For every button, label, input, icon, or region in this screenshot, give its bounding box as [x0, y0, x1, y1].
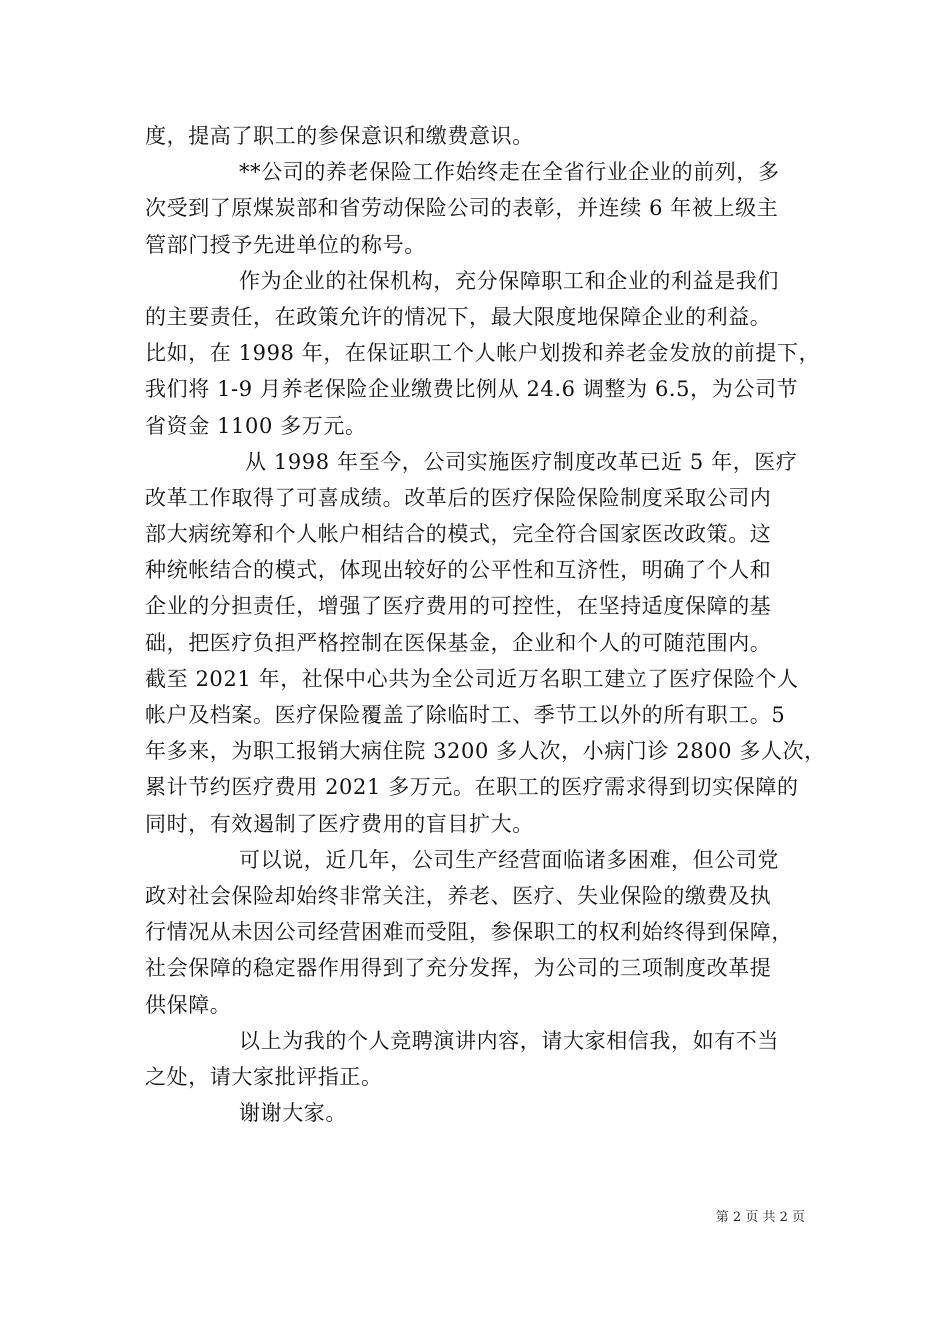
text-line: 企业的分担责任，增强了医疗费用的可控性，在坚持适度保障的基 [145, 594, 772, 619]
paragraph-start-line: 以上为我的个人竞聘演讲内容，请大家相信我，如有不当 [239, 1028, 779, 1053]
paragraph-start-line: 可以说，近几年，公司生产经营面临诸多困难，但公司党 [239, 847, 779, 872]
text-line: 的主要责任，在政策允许的情况下，最大限度地保障企业的利益。 [145, 304, 772, 329]
paragraph-start-line: 从 1998 年至今，公司实施医疗制度改革已近 5 年，医疗 [245, 449, 798, 474]
document-body [145, 118, 826, 1131]
text-line: 社会保障的稳定器作用得到了充分发挥，为公司的三项制度改革提 [145, 956, 772, 981]
page-number-footer: 第 2 页 共 2 页 [715, 1210, 805, 1225]
text-line: 种统帐结合的模式，体现出较好的公平性和互济性，明确了个人和 [145, 558, 772, 583]
text-line: 改革工作取得了可喜成绩。改革后的医疗保险保险制度采取公司内 [145, 485, 772, 510]
text-line: 之处，请大家批评指正。 [145, 1064, 383, 1089]
paragraph-start-line: **公司的养老保险工作始终走在全省行业企业的前列，多 [239, 160, 780, 185]
closing-line: 谢谢大家。 [239, 1101, 347, 1126]
text-line: 年多来，为职工报销大病住院 3200 多人次，小病门诊 2800 多人次， [145, 739, 826, 764]
text-line: 供保障。 [145, 992, 232, 1017]
text-line: 行情况从未因公司经营困难而受阻，参保职工的权利始终得到保障， [145, 920, 793, 945]
text-line: 管部门授予先进单位的称号。 [145, 232, 426, 257]
text-line: 次受到了原煤炭部和省劳动保险公司的表彰，并连续 6 年被上级主 [145, 196, 779, 221]
text-line: 础，把医疗负担严格控制在医保基金，企业和个人的可随范围内。 [145, 630, 772, 655]
text-line: 政对社会保险却始终非常关注，养老、医疗、失业保险的缴费及执 [145, 883, 772, 908]
text-line: 度，提高了职工的参保意识和缴费意识。 [145, 124, 534, 148]
text-line: 比如，在 1998 年，在保证职工个人帐户划拨和养老金发放的前提下， [145, 341, 821, 366]
text-line: 同时，有效遏制了医疗费用的盲目扩大。 [145, 811, 534, 836]
text-line: 帐户及档案。医疗保险覆盖了除临时工、季节工以外的所有职工。5 [145, 703, 786, 727]
text-line: 截至 2021 年，社保中心共为全公司近万名职工建立了医疗保险个人 [145, 666, 799, 691]
text-line: 省资金 1100 多万元。 [145, 413, 367, 438]
paragraph-start-line: 作为企业的社保机构，充分保障职工和企业的利益是我们 [239, 268, 779, 293]
text-line: 我们将 1-9 月养老保险企业缴费比例从 24.6 调整为 6.5，为公司节 [145, 377, 799, 402]
text-line: 部大病统筹和个人帐户相结合的模式，完全符合国家医改政策。这 [145, 522, 772, 547]
text-line: 累计节约医疗费用 2021 多万元。在职工的医疗需求得到切实保障的 [145, 775, 799, 800]
